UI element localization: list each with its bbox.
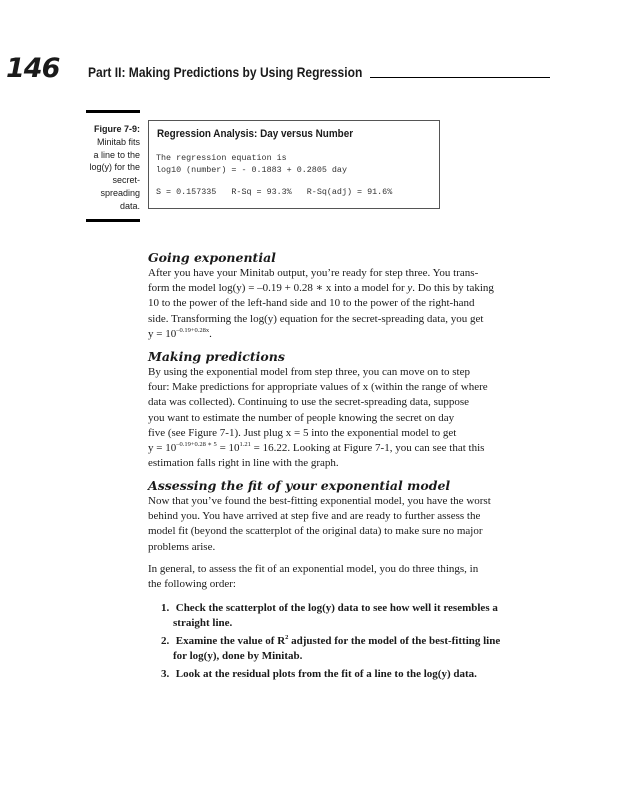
header-rule (370, 77, 550, 78)
text-line: estimation falls right in line with the graph. (148, 457, 339, 470)
minitab-output-box (148, 120, 440, 209)
caption-line: data. (119, 200, 140, 211)
caption-line: Minitab fits (96, 136, 140, 147)
output-title: Regression Analysis: Day versus Number (157, 128, 354, 140)
section-heading-assessing-fit: Assessing the fit of your exponential model (148, 478, 451, 493)
text-line: the following order: (148, 578, 236, 591)
paragraph-making-predictions (148, 365, 548, 471)
list-text: Look at the residual plots from the fit of a line to the log(y) data. (175, 668, 477, 680)
text-line: In general, to assess the fit of an exponential model, you do three things, in (148, 563, 479, 575)
list-text: Examine the value of $R^2$ adjusted for the model of the best-fitting line (175, 634, 501, 647)
figure-bottom-rule (86, 219, 140, 222)
running-head: Part II: Making Predictions by Using Regression (88, 64, 363, 80)
section-heading-going-exponential: Going exponential (148, 250, 276, 265)
text-line: four: Make predictions for appropriate values of x (within the range of where (148, 381, 488, 394)
list-text: straight line. (173, 617, 233, 630)
paragraph-assessing-order (148, 562, 548, 592)
list-item (148, 634, 548, 664)
paragraph-assessing-fit (148, 494, 548, 555)
figure-top-rule (86, 110, 140, 113)
text-line: behind you. You have arrived at step five and are ready to further assess the (148, 510, 481, 523)
text-line: $y = 10^{-0.19+0.28 ∗ 5} = 10^{1.21} = 16.22$. Looking at Figure 7-1, you can see that this (148, 441, 485, 455)
list-text: for log(y), done by Minitab. (173, 650, 303, 663)
section-heading-making-predictions: Making predictions (148, 349, 285, 364)
text-line: Now that you’ve found the best-fitting exponential model, you have the worst (148, 495, 491, 507)
fit-statistics: S = 0.157335 R-Sq = 93.3% R-Sq(adj) = 91.6% (156, 187, 393, 197)
list-number: 3. (161, 668, 170, 680)
caption-line: spreading (100, 187, 140, 198)
page-number: 146 (6, 53, 60, 84)
text-line: $y = 10^{-0.19+0.28x}$. (148, 326, 212, 340)
text-line: five (see Figure 7-1). Just plug x = 5 into the exponential model to get (148, 426, 457, 439)
text-line: After you have your Minitab output, you’re ready for step three. You trans- (148, 267, 479, 279)
equation-heading: The regression equation is (156, 153, 287, 163)
paragraph-going-exponential (148, 266, 548, 342)
text-line: form the model log(y) = –0.19 + 0.28 ∗ x into a model for y. Do this by taking (148, 282, 494, 295)
regression-equation: log10 (number) = - 0.1883 + 0.2805 day (156, 165, 347, 175)
list-item (148, 601, 548, 631)
text-line: model fit (beyond the scatterplot of the original data) to make sure no major (148, 525, 483, 538)
caption-line: log(y) for the (89, 162, 140, 173)
text-line: problems arise. (148, 540, 216, 553)
text-line: By using the exponential model from step three, you can move on to step (148, 366, 470, 378)
text-line: you want to estimate the number of people knowing the secret on day (148, 411, 455, 424)
text-line: 10 to the power of the left-hand side and 10 to the power of the right-hand (148, 297, 475, 310)
text-line: data was collected). Continuing to use the secret-spreading data, suppose (148, 396, 470, 409)
caption-line: secret- (112, 175, 140, 186)
text-line: side. Transforming the log(y) equation for the secret-spreading data, you get (148, 312, 484, 325)
list-number: 1. (161, 602, 170, 614)
list-number: 2. (161, 635, 170, 647)
list-item (148, 667, 548, 682)
figure-caption (86, 123, 140, 213)
list-text: Check the scatterplot of the log(y) data to see how well it resembles a (175, 602, 498, 614)
caption-line: a line to the (93, 149, 140, 160)
figure-label: Figure 7-9: (93, 124, 140, 134)
